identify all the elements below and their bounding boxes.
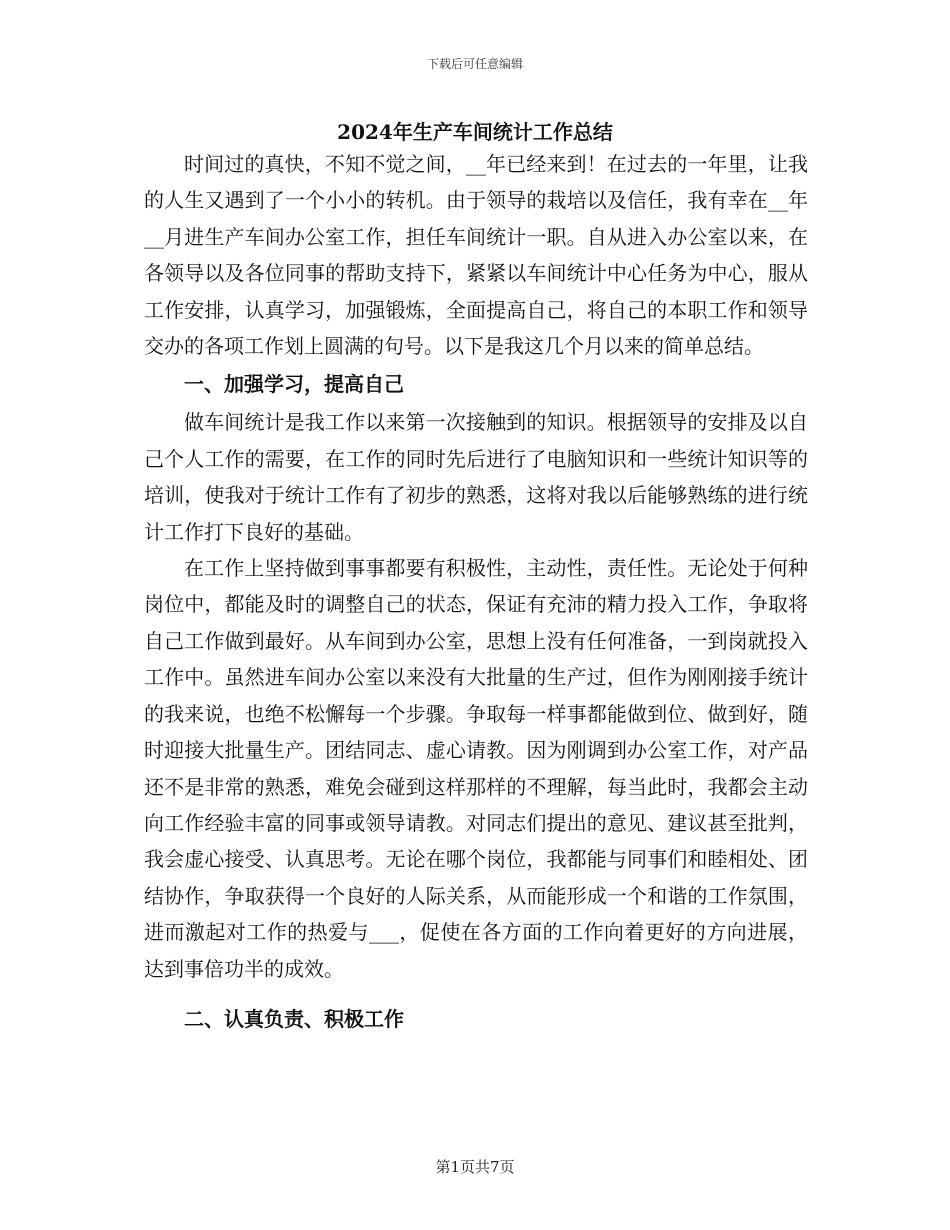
section-1-paragraph-2: 在工作上坚持做到事事都要有积极性，主动性，责任性。无论处于何种岗位中，都能及时的调整自己的状态，保证有充沛的精力投入工作，争取将自己工作做到最好。从车间到办公室，思想上没有任何准备，一到岗就投入工作中。虽然进车间办公室以来没有大批量的生产过，但作为刚刚接手统计的我来说，也绝不松懈每一个步骤。争取每一样事都能做到位、做到好，随时迎接大批量生产。团结同志、虚心请教。因为刚调到办公室工作，对产品还不是非常的熟悉，难免会碰到这样那样的不理解，每当此时，我都会主动向工作经验丰富的同事或领导请教。对同志们提出的意见、建议甚至批判，我会虚心接受、认真思考。无论在哪个岗位，我都能与同事们和睦相处、团结协作，争取获得一个良好的人际关系，从而能形成一个和谐的工作氛围，进而激起对工作的热爱与___，促使在各方面的工作向着更好的方向进展，达到事倍功半的成效。 [144, 556, 808, 981]
section-2-heading: 二、认真负责、积极工作 [184, 1006, 404, 1031]
intro-paragraph: 时间过的真快，不知不觉之间，__年已经来到！在过去的一年里，让我的人生又遇到了一个小小的转机。由于领导的栽培以及信任，我有幸在__年__月进生产车间办公室工作，担任车间统计一职。自从进入办公室以来，在各领导以及各位同事的帮助支持下，紧紧以车间统计中心任务为中心，服从工作安排，认真学习，加强锻炼，全面提高自己，将自己的本职工作和领导交办的各项工作划上圆满的句号。以下是我这几个月以来的简单总结。 [144, 152, 808, 359]
section-1-heading: 一、加强学习，提高自己 [184, 372, 404, 397]
section-1-paragraph-1: 做车间统计是我工作以来第一次接触到的知识。根据领导的安排及以自己个人工作的需要，在工作的同时先后进行了电脑知识和一些统计知识等的培训，使我对于统计工作有了初步的熟悉，这将对我以后能够熟练的进行统计工作打下良好的基础。 [144, 410, 808, 544]
document-title: 2024年生产车间统计工作总结 [337, 120, 613, 144]
document-body [144, 146, 808, 1039]
page-number-footer: 第1页共7页 [435, 1158, 515, 1176]
header-note: 下载后可任意编辑 [426, 57, 523, 71]
